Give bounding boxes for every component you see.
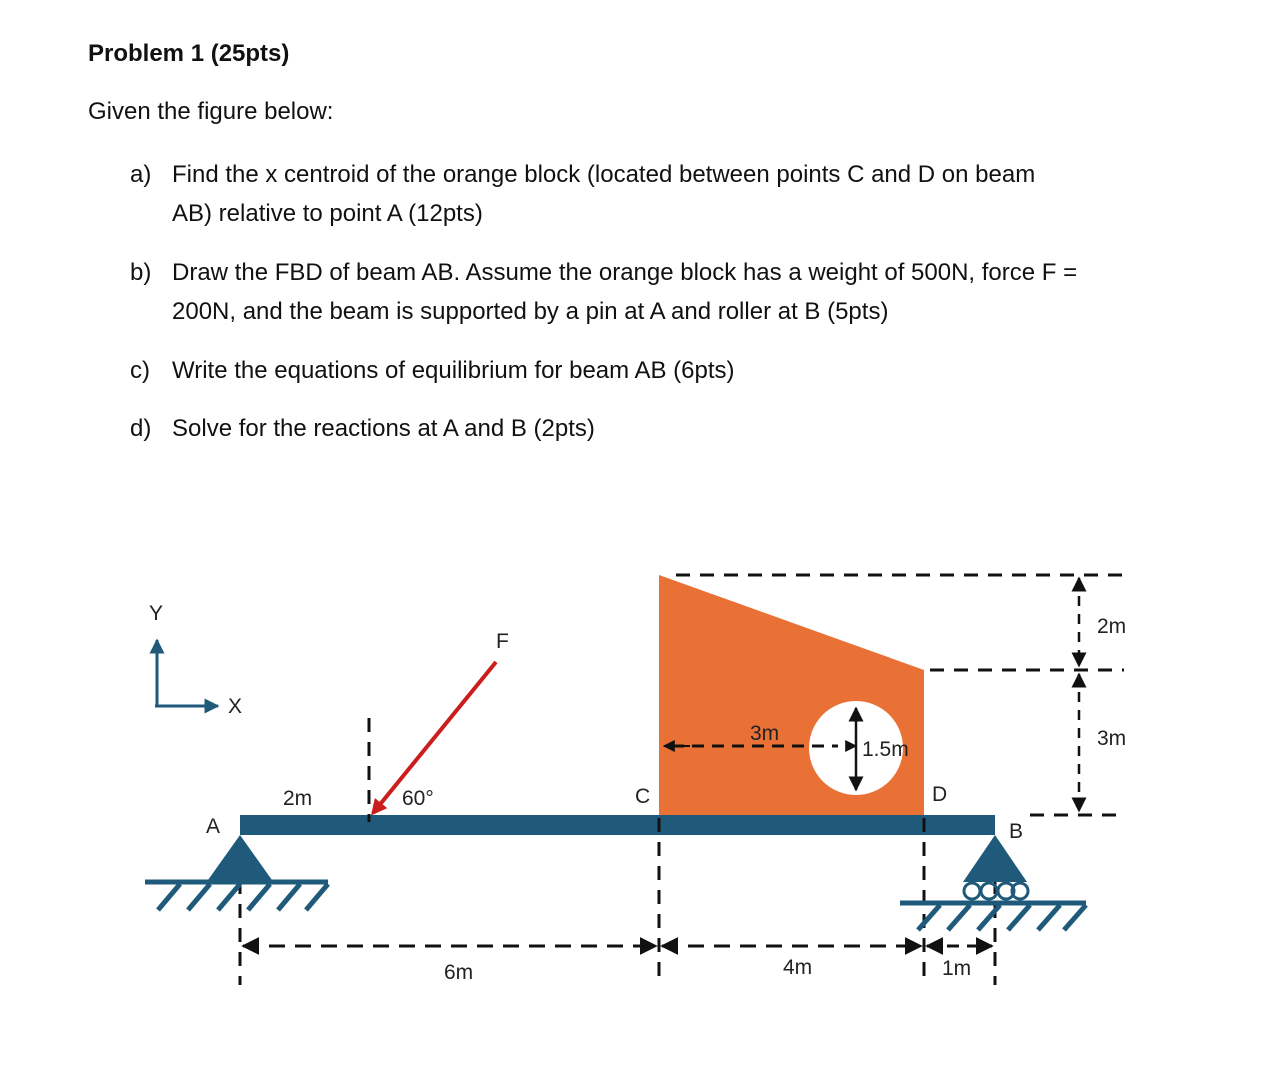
- c-to-d-label: 4m: [783, 956, 813, 979]
- point-b-label: B: [1009, 820, 1024, 843]
- hole-offset-label: 3m: [750, 722, 780, 745]
- angle-label: 60°: [402, 787, 434, 810]
- ground-hatch: [158, 884, 328, 910]
- roller-wheel: [964, 883, 980, 899]
- question-line: Find the x centroid of the orange block (located between points C and D on beam: [172, 161, 1036, 188]
- point-c-label: C: [635, 785, 651, 808]
- hole-diameter-label: 1.5m: [862, 738, 909, 761]
- side-height-label: 3m: [1097, 727, 1127, 750]
- problem-title: Problem 1 (25pts): [88, 40, 290, 67]
- question-line: Write the equations of equilibrium for beam AB (6pts): [172, 357, 735, 384]
- a-to-c-label: 6m: [444, 961, 474, 984]
- question-line: 200N, and the beam is supported by a pin at A and roller at B (5pts): [172, 298, 889, 325]
- point-a-label: A: [206, 815, 221, 838]
- y-axis-label: Y: [149, 602, 164, 625]
- top-height-label: 2m: [1097, 615, 1127, 638]
- question-line: Draw the FBD of beam AB. Assume the orange block has a weight of 500N, force F =: [172, 259, 1078, 286]
- question-letter: a): [130, 161, 152, 188]
- ground-hatch: [918, 905, 1086, 930]
- roller-support-b: [900, 835, 1086, 930]
- question-letter: c): [130, 357, 150, 384]
- point-d-label: D: [932, 783, 948, 806]
- force-arrow: [373, 662, 496, 813]
- orange-block: [659, 575, 924, 815]
- span-dimensions: [243, 946, 992, 984]
- force-label: F: [496, 630, 509, 653]
- coordinate-axes: [149, 602, 242, 718]
- question-letter: b): [130, 259, 152, 286]
- problem-intro: Given the figure below:: [88, 98, 334, 125]
- question-line: AB) relative to point A (12pts): [172, 200, 483, 227]
- question-line: Solve for the reactions at A and B (2pts): [172, 415, 595, 442]
- force-f: [283, 630, 509, 813]
- x-axis-label: X: [228, 695, 243, 718]
- question-letter: d): [130, 415, 152, 442]
- force-offset-label: 2m: [283, 787, 313, 810]
- beam-ab: [240, 815, 995, 835]
- d-to-b-label: 1m: [942, 957, 972, 980]
- pin-support-a: [145, 835, 328, 910]
- pin-triangle: [208, 835, 272, 880]
